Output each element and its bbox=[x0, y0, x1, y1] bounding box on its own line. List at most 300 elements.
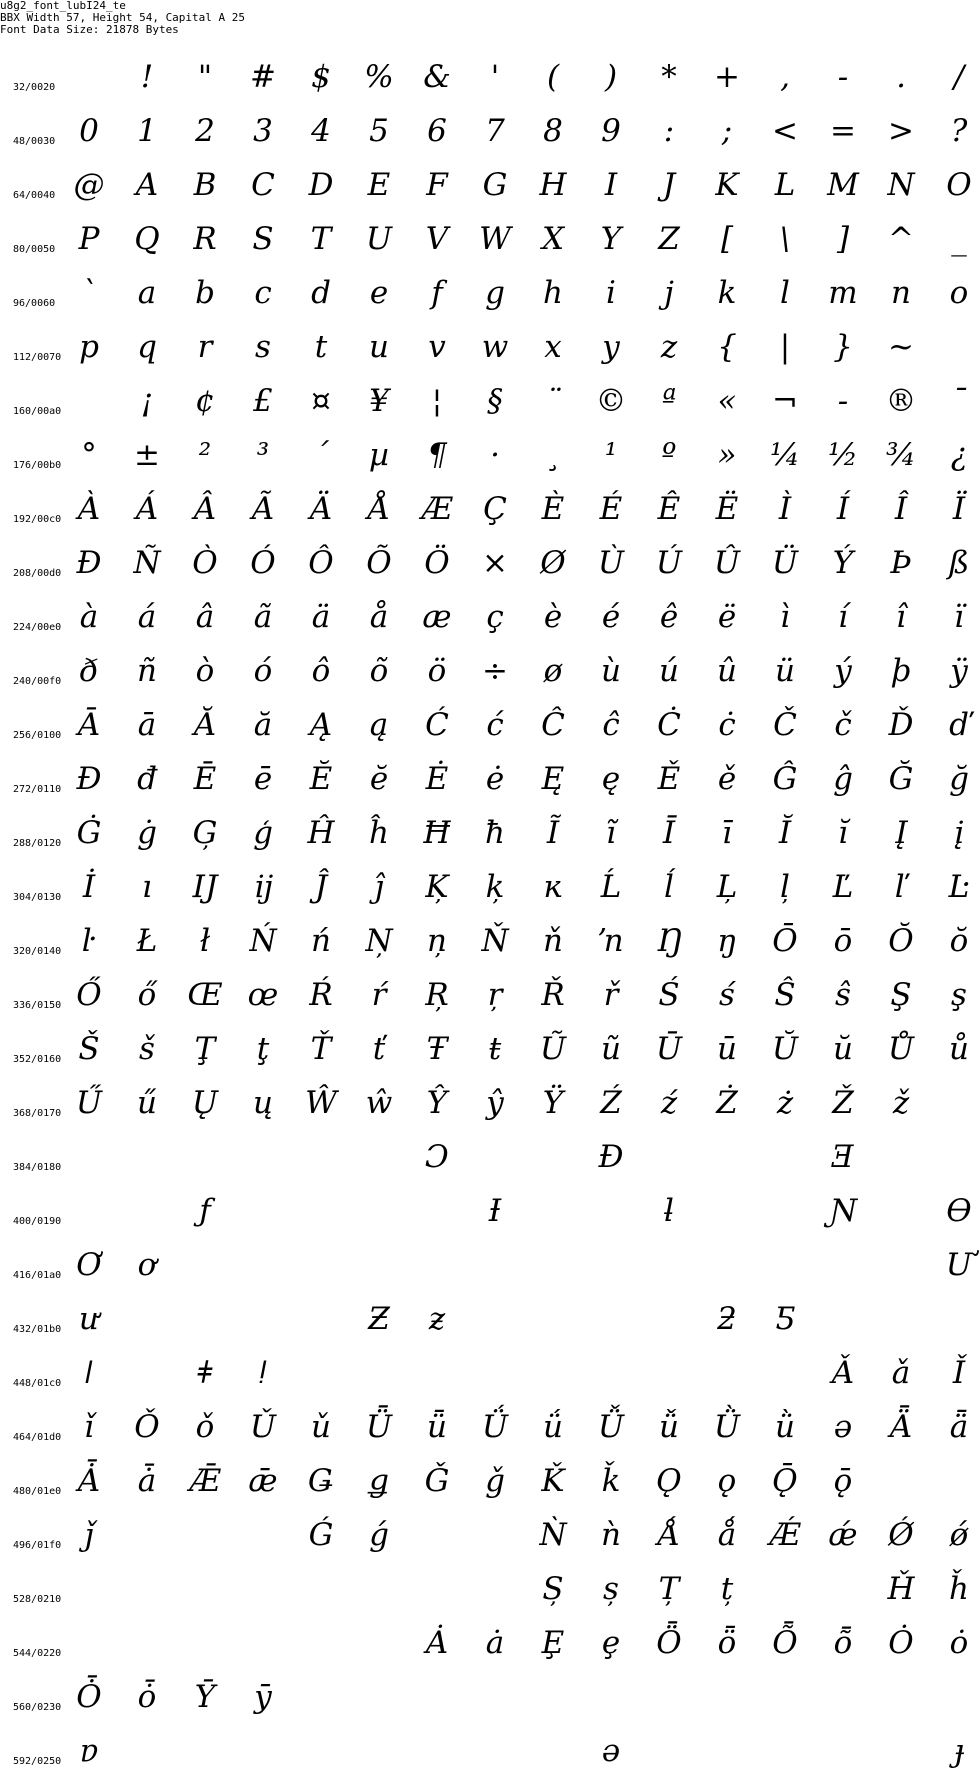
glyph-cell: ȭ bbox=[833, 1625, 853, 1661]
glyph-cell bbox=[408, 1238, 466, 1292]
glyph-cell: g bbox=[485, 275, 505, 311]
glyph-cell: Ò bbox=[192, 545, 218, 581]
glyph-cell: ' bbox=[490, 59, 500, 95]
glyph-cell bbox=[756, 1184, 814, 1238]
row-code-label: 496/01f0 bbox=[13, 1540, 62, 1551]
glyph-cell bbox=[60, 374, 118, 428]
glyph-row bbox=[0, 1670, 980, 1724]
glyph-cell: Ü bbox=[771, 545, 799, 581]
glyph-cell: ë bbox=[717, 599, 737, 635]
glyph-cell bbox=[176, 1616, 234, 1670]
glyph-cell bbox=[640, 1346, 698, 1400]
glyph-cell bbox=[234, 1562, 292, 1616]
glyph-cell bbox=[176, 1562, 234, 1616]
glyph-cell: Ȧ bbox=[425, 1625, 449, 1661]
glyph-cell: Ŵ bbox=[305, 1085, 337, 1121]
glyph-cell: ½ bbox=[827, 437, 859, 473]
glyph-cell: Ǽ bbox=[769, 1517, 801, 1553]
glyph-cell: Ǵ bbox=[308, 1517, 334, 1553]
row-code-label: 480/01e0 bbox=[13, 1486, 62, 1497]
glyph-cell: N bbox=[887, 167, 915, 203]
glyph-cell: Ȫ bbox=[656, 1625, 682, 1661]
glyph-cell: Õ bbox=[366, 545, 392, 581]
glyph-cell: ș bbox=[603, 1571, 619, 1607]
glyph-cell: ǭ bbox=[833, 1463, 853, 1499]
glyph-cell: ð bbox=[79, 653, 99, 689]
glyph-cell: § bbox=[487, 383, 503, 419]
glyph-cell: Ī bbox=[662, 815, 676, 851]
glyph-cell: L bbox=[774, 167, 796, 203]
glyph-row bbox=[0, 1508, 980, 1562]
glyph-cell bbox=[408, 1724, 466, 1778]
glyph-cell: ǣ bbox=[248, 1463, 278, 1499]
glyph-cell: t bbox=[314, 329, 328, 365]
glyph-cell: đ bbox=[137, 761, 157, 797]
glyph-cell: S bbox=[252, 221, 274, 257]
glyph-cell bbox=[524, 1184, 582, 1238]
glyph-row bbox=[0, 1346, 980, 1400]
glyph-cell: Â bbox=[193, 491, 217, 527]
glyph-cell: { bbox=[717, 329, 737, 365]
glyph-cell: á bbox=[137, 599, 157, 635]
glyph-cell: Ŷ bbox=[426, 1085, 448, 1121]
glyph-row bbox=[0, 644, 980, 698]
glyph-cell: P bbox=[78, 221, 100, 257]
glyph-cell: £ bbox=[253, 383, 273, 419]
glyph-cell: d bbox=[311, 275, 331, 311]
glyph-cell bbox=[466, 1508, 524, 1562]
glyph-cell bbox=[408, 1562, 466, 1616]
glyph-cell: ǘ bbox=[543, 1409, 563, 1445]
glyph-cell: ¢ bbox=[195, 383, 215, 419]
glyph-cell: q bbox=[137, 329, 157, 365]
glyph-cell: ǀ bbox=[84, 1355, 94, 1391]
glyph-cell: ŧ bbox=[488, 1031, 502, 1067]
glyph-cell: ǫ bbox=[717, 1463, 737, 1499]
glyph-cell: į bbox=[954, 815, 964, 851]
glyph-cell: H bbox=[539, 167, 567, 203]
glyph-cell: Ž bbox=[832, 1085, 854, 1121]
glyph-cell: Ĥ bbox=[307, 815, 335, 851]
row-code-label: 528/0210 bbox=[13, 1594, 62, 1605]
glyph-cell bbox=[176, 1508, 234, 1562]
glyph-cell bbox=[408, 1670, 466, 1724]
glyph-cell: Ĺ bbox=[600, 869, 622, 905]
glyph-cell: ǜ bbox=[775, 1409, 795, 1445]
glyph-cell bbox=[814, 1670, 872, 1724]
glyph-cell: i bbox=[606, 275, 616, 311]
glyph-cell: ¦ bbox=[431, 383, 443, 419]
glyph-cell bbox=[234, 1238, 292, 1292]
glyph-cell: Ň bbox=[481, 923, 509, 959]
glyph-row bbox=[0, 50, 980, 104]
glyph-cell bbox=[118, 1184, 176, 1238]
glyph-cell: ȱ bbox=[137, 1679, 157, 1715]
glyph-row bbox=[0, 536, 980, 590]
glyph-cell: ǹ bbox=[601, 1517, 621, 1553]
glyph-cell: Ƽ bbox=[774, 1301, 796, 1337]
glyph-cell: Ŏ bbox=[888, 923, 914, 959]
glyph-cell bbox=[176, 1724, 234, 1778]
glyph-cell: Ō bbox=[772, 923, 798, 959]
glyph-cell: Ų bbox=[191, 1085, 219, 1121]
glyph-cell: Ù bbox=[597, 545, 625, 581]
glyph-cell: ĸ bbox=[543, 869, 563, 905]
glyph-cell: o bbox=[949, 275, 969, 311]
glyph-row bbox=[0, 1076, 980, 1130]
glyph-cell: Ņ bbox=[365, 923, 393, 959]
glyph-cell: ß bbox=[948, 545, 970, 581]
glyph-cell bbox=[292, 1562, 350, 1616]
glyph-cell: Å bbox=[367, 491, 391, 527]
glyph-cell: Ǧ bbox=[424, 1463, 450, 1499]
glyph-cell bbox=[292, 1238, 350, 1292]
row-code-label: 176/00b0 bbox=[13, 460, 62, 471]
glyph-cell: Ÿ bbox=[542, 1085, 564, 1121]
glyph-cell: ĩ bbox=[606, 815, 616, 851]
glyph-cell: X bbox=[541, 221, 565, 257]
glyph-cell: Q bbox=[134, 221, 160, 257]
glyph-cell bbox=[118, 1292, 176, 1346]
glyph-cell: ^ bbox=[888, 221, 914, 257]
glyph-cell: ) bbox=[604, 59, 618, 95]
glyph-cell: Ă bbox=[193, 707, 217, 743]
glyph-cell: Ǡ bbox=[77, 1463, 101, 1499]
glyph-cell: Ŗ bbox=[425, 977, 449, 1013]
glyph-cell: Ì bbox=[778, 491, 792, 527]
glyph-cell: â bbox=[195, 599, 215, 635]
glyph-cell: þ bbox=[891, 653, 911, 689]
glyph-cell: ; bbox=[721, 113, 733, 149]
glyph-row bbox=[0, 212, 980, 266]
glyph-cell: ą bbox=[369, 707, 389, 743]
glyph-cell: ț bbox=[720, 1571, 734, 1607]
glyph-row bbox=[0, 1616, 980, 1670]
glyph-cell bbox=[872, 1292, 930, 1346]
glyph-cell: Ɨ bbox=[488, 1193, 502, 1229]
glyph-cell: ® bbox=[885, 383, 917, 419]
glyph-cell bbox=[930, 1076, 980, 1130]
glyph-cell: % bbox=[364, 59, 394, 95]
glyph-cell: Č bbox=[773, 707, 797, 743]
glyph-cell: Ɲ bbox=[829, 1193, 857, 1229]
glyph-cell: 7 bbox=[485, 113, 505, 149]
glyph-cell: Ů bbox=[887, 1031, 915, 1067]
glyph-cell: ŀ bbox=[81, 923, 97, 959]
glyph-cell bbox=[640, 1724, 698, 1778]
row-code-label: 464/01d0 bbox=[13, 1432, 62, 1443]
glyph-cell: ä bbox=[311, 599, 331, 635]
glyph-cell: Ñ bbox=[133, 545, 161, 581]
glyph-row bbox=[0, 1454, 980, 1508]
glyph-cell bbox=[118, 1724, 176, 1778]
glyph-cell: ǩ bbox=[601, 1463, 621, 1499]
row-code-label: 352/0160 bbox=[13, 1054, 62, 1065]
glyph-cell: 9 bbox=[601, 113, 621, 149]
glyph-cell: ư bbox=[79, 1301, 99, 1337]
row-code-label: 112/0070 bbox=[13, 352, 62, 363]
glyph-cell: ģ bbox=[253, 815, 273, 851]
glyph-cell: Ȱ bbox=[76, 1679, 102, 1715]
glyph-cell: ų bbox=[253, 1085, 273, 1121]
glyph-cell: î bbox=[896, 599, 906, 635]
glyph-cell: Ǹ bbox=[539, 1517, 567, 1553]
glyph-cell: č bbox=[834, 707, 852, 743]
glyph-cell: W bbox=[479, 221, 511, 257]
glyph-cell: ! bbox=[140, 59, 154, 95]
glyph-cell: ġ bbox=[137, 815, 157, 851]
row-code-label: 560/0230 bbox=[13, 1702, 62, 1713]
glyph-cell bbox=[60, 1184, 118, 1238]
glyph-cell: Ą bbox=[309, 707, 333, 743]
glyph-cell: ¸ bbox=[545, 437, 561, 473]
glyph-cell: È bbox=[541, 491, 565, 527]
glyph-cell: Ǫ bbox=[656, 1463, 682, 1499]
glyph-cell: Ǐ bbox=[952, 1355, 966, 1391]
glyph-cell: * bbox=[661, 59, 677, 95]
glyph-cell: ö bbox=[427, 653, 447, 689]
glyph-cell: " bbox=[197, 59, 213, 95]
glyph-cell: ¯ bbox=[951, 383, 967, 419]
glyph-cell: ť bbox=[372, 1031, 386, 1067]
glyph-cell: ə bbox=[601, 1733, 621, 1769]
glyph-cell bbox=[118, 1616, 176, 1670]
glyph-cell: ō bbox=[833, 923, 853, 959]
glyph-cell: ŭ bbox=[833, 1031, 853, 1067]
row-code-label: 448/01c0 bbox=[13, 1378, 62, 1389]
glyph-cell bbox=[698, 1130, 756, 1184]
glyph-cell bbox=[582, 1292, 640, 1346]
glyph-cell: O bbox=[946, 167, 972, 203]
glyph-cell: Ŀ bbox=[948, 869, 970, 905]
glyph-cell: Ĩ bbox=[546, 815, 560, 851]
glyph-cell: ę bbox=[601, 761, 621, 797]
glyph-row bbox=[0, 320, 980, 374]
glyph-cell: Ț bbox=[658, 1571, 680, 1607]
glyph-cell: - bbox=[837, 383, 849, 419]
glyph-cell: ŝ bbox=[835, 977, 851, 1013]
glyph-row bbox=[0, 158, 980, 212]
glyph-cell: Ŭ bbox=[771, 1031, 799, 1067]
glyph-cell: » bbox=[717, 437, 737, 473]
glyph-cell bbox=[872, 1184, 930, 1238]
glyph-cell: Ø bbox=[540, 545, 566, 581]
glyph-cell: ] bbox=[836, 221, 850, 257]
glyph-cell: @ bbox=[73, 167, 105, 203]
glyph-cell: ū bbox=[717, 1031, 737, 1067]
glyph-cell: ŋ bbox=[717, 923, 737, 959]
glyph-cell: É bbox=[599, 491, 623, 527]
glyph-cell bbox=[930, 1670, 980, 1724]
glyph-cell: Ê bbox=[657, 491, 681, 527]
glyph-row bbox=[0, 698, 980, 752]
glyph-cell: e bbox=[369, 275, 389, 311]
row-code-label: 32/0020 bbox=[13, 82, 56, 93]
glyph-cell: İ bbox=[82, 869, 96, 905]
glyph-cell: © bbox=[595, 383, 627, 419]
row-code-label: 592/0250 bbox=[13, 1756, 62, 1767]
glyph-cell: Ũ bbox=[539, 1031, 567, 1067]
glyph-cell: ° bbox=[81, 437, 97, 473]
glyph-cell: y bbox=[602, 329, 620, 365]
glyph-cell: ` bbox=[81, 275, 97, 311]
glyph-cell: F bbox=[426, 167, 448, 203]
glyph-cell: Ǟ bbox=[889, 1409, 913, 1445]
glyph-cell: ¶ bbox=[427, 437, 447, 473]
glyph-cell: Ę bbox=[541, 761, 565, 797]
glyph-cell: ŏ bbox=[949, 923, 969, 959]
row-code-label: 224/00e0 bbox=[13, 622, 62, 633]
glyph-cell bbox=[234, 1184, 292, 1238]
glyph-row bbox=[0, 104, 980, 158]
glyph-cell: ź bbox=[660, 1085, 678, 1121]
glyph-cell: ĥ bbox=[369, 815, 389, 851]
glyph-cell: Û bbox=[713, 545, 741, 581]
row-code-label: 192/00c0 bbox=[13, 514, 62, 525]
glyph-cell: Ɵ bbox=[946, 1193, 972, 1229]
glyph-cell: ĺ bbox=[664, 869, 674, 905]
glyph-cell bbox=[930, 1454, 980, 1508]
glyph-cell: Ǎ bbox=[831, 1355, 855, 1391]
glyph-cell: ~ bbox=[888, 329, 914, 365]
glyph-cell: | bbox=[779, 329, 791, 365]
glyph-cell: ȩ bbox=[601, 1625, 621, 1661]
font-bbx-info: BBX Width 57, Height 54, Capital A 25 bbox=[0, 11, 246, 24]
glyph-cell bbox=[234, 1508, 292, 1562]
glyph-cell: ơ bbox=[137, 1247, 157, 1283]
glyph-row bbox=[0, 1292, 980, 1346]
glyph-cell: ĉ bbox=[602, 707, 620, 743]
glyph-cell: Ċ bbox=[657, 707, 681, 743]
glyph-cell bbox=[466, 1670, 524, 1724]
glyph-cell: Ŧ bbox=[426, 1031, 448, 1067]
glyph-cell: ý bbox=[834, 653, 852, 689]
glyph-cell bbox=[524, 1130, 582, 1184]
glyph-cell: v bbox=[428, 329, 446, 365]
glyph-cell: ¿ bbox=[950, 437, 968, 473]
glyph-cell: Ȳ bbox=[194, 1679, 216, 1715]
glyph-cell bbox=[756, 1238, 814, 1292]
glyph-cell: Ƶ bbox=[368, 1301, 390, 1337]
glyph-cell bbox=[524, 1346, 582, 1400]
glyph-cell: ů bbox=[949, 1031, 969, 1067]
glyph-row bbox=[0, 860, 980, 914]
glyph-cell: & bbox=[423, 59, 451, 95]
glyph-cell: Œ bbox=[187, 977, 223, 1013]
glyph-cell: Ţ bbox=[194, 1031, 216, 1067]
glyph-cell: é bbox=[601, 599, 621, 635]
row-code-label: 368/0170 bbox=[13, 1108, 62, 1119]
glyph-cell bbox=[582, 1670, 640, 1724]
glyph-cell: Ĳ bbox=[192, 869, 218, 905]
glyph-cell bbox=[524, 1724, 582, 1778]
glyph-row bbox=[0, 1184, 980, 1238]
glyph-cell: Ǚ bbox=[597, 1409, 625, 1445]
glyph-cell: ě bbox=[717, 761, 737, 797]
glyph-cell: ŵ bbox=[365, 1085, 393, 1121]
glyph-cell: Š bbox=[78, 1031, 100, 1067]
row-code-label: 320/0140 bbox=[13, 946, 62, 957]
row-code-label: 416/01a0 bbox=[13, 1270, 62, 1281]
glyph-cell: 3 bbox=[253, 113, 273, 149]
glyph-cell: à bbox=[79, 599, 99, 635]
glyph-cell: Ē bbox=[193, 761, 217, 797]
glyph-cell: Æ bbox=[421, 491, 453, 527]
glyph-cell bbox=[582, 1346, 640, 1400]
glyph-cell bbox=[292, 1724, 350, 1778]
glyph-cell: Ĭ bbox=[778, 815, 792, 851]
glyph-cell: # bbox=[250, 59, 276, 95]
glyph-cell: ľ bbox=[894, 869, 908, 905]
glyph-cell: ù bbox=[601, 653, 621, 689]
glyph-cell: Ö bbox=[424, 545, 450, 581]
glyph-cell: Ư bbox=[945, 1247, 973, 1283]
glyph-cell: Ğ bbox=[888, 761, 914, 797]
glyph-cell bbox=[756, 1562, 814, 1616]
glyph-cell: T bbox=[310, 221, 332, 257]
glyph-cell: ç bbox=[486, 599, 504, 635]
glyph-cell: ǽ bbox=[828, 1517, 858, 1553]
glyph-cell: Ĵ bbox=[314, 869, 328, 905]
glyph-cell: ǚ bbox=[659, 1409, 679, 1445]
glyph-cell: ǡ bbox=[137, 1463, 157, 1499]
glyph-cell: Ý bbox=[832, 545, 854, 581]
glyph-cell bbox=[640, 1292, 698, 1346]
glyph-cell: [ bbox=[720, 221, 734, 257]
glyph-cell bbox=[930, 1130, 980, 1184]
glyph-cell: ª bbox=[661, 383, 677, 419]
glyph-cell: Ģ bbox=[192, 815, 218, 851]
glyph-cell bbox=[698, 1238, 756, 1292]
glyph-cell: u bbox=[369, 329, 389, 365]
glyph-cell: Ð bbox=[76, 545, 102, 581]
glyph-cell: ĳ bbox=[254, 869, 272, 905]
glyph-cell bbox=[350, 1670, 408, 1724]
row-code-label: 240/00f0 bbox=[13, 676, 62, 687]
glyph-cell: Ç bbox=[483, 491, 507, 527]
glyph-cell: ĝ bbox=[833, 761, 853, 797]
glyph-cell: Ǘ bbox=[481, 1409, 509, 1445]
row-code-label: 272/0110 bbox=[13, 784, 62, 795]
glyph-cell: ĵ bbox=[374, 869, 384, 905]
glyph-cell bbox=[176, 1292, 234, 1346]
glyph-cell: Ū bbox=[655, 1031, 683, 1067]
row-code-label: 256/0100 bbox=[13, 730, 62, 741]
glyph-cell: ¹ bbox=[604, 437, 618, 473]
row-code-label: 336/0150 bbox=[13, 1000, 62, 1011]
glyph-cell: 4 bbox=[311, 113, 331, 149]
glyph-cell: w bbox=[481, 329, 509, 365]
glyph-cell: Ś bbox=[658, 977, 680, 1013]
glyph-cell: ű bbox=[137, 1085, 157, 1121]
glyph-cell: : bbox=[663, 113, 675, 149]
glyph-cell bbox=[698, 1670, 756, 1724]
glyph-cell: Ǥ bbox=[307, 1463, 335, 1499]
glyph-cell: U bbox=[365, 221, 393, 257]
glyph-cell bbox=[872, 1454, 930, 1508]
glyph-cell: / bbox=[953, 59, 965, 95]
glyph-cell: B bbox=[193, 167, 217, 203]
glyph-cell bbox=[814, 1562, 872, 1616]
glyph-cell bbox=[930, 320, 980, 374]
glyph-cell: ³ bbox=[256, 437, 270, 473]
glyph-cell bbox=[292, 1616, 350, 1670]
glyph-cell bbox=[292, 1346, 350, 1400]
glyph-cell bbox=[698, 1184, 756, 1238]
glyph-cell: ī bbox=[722, 815, 732, 851]
glyph-cell bbox=[118, 1508, 176, 1562]
glyph-cell: Ã bbox=[251, 491, 275, 527]
